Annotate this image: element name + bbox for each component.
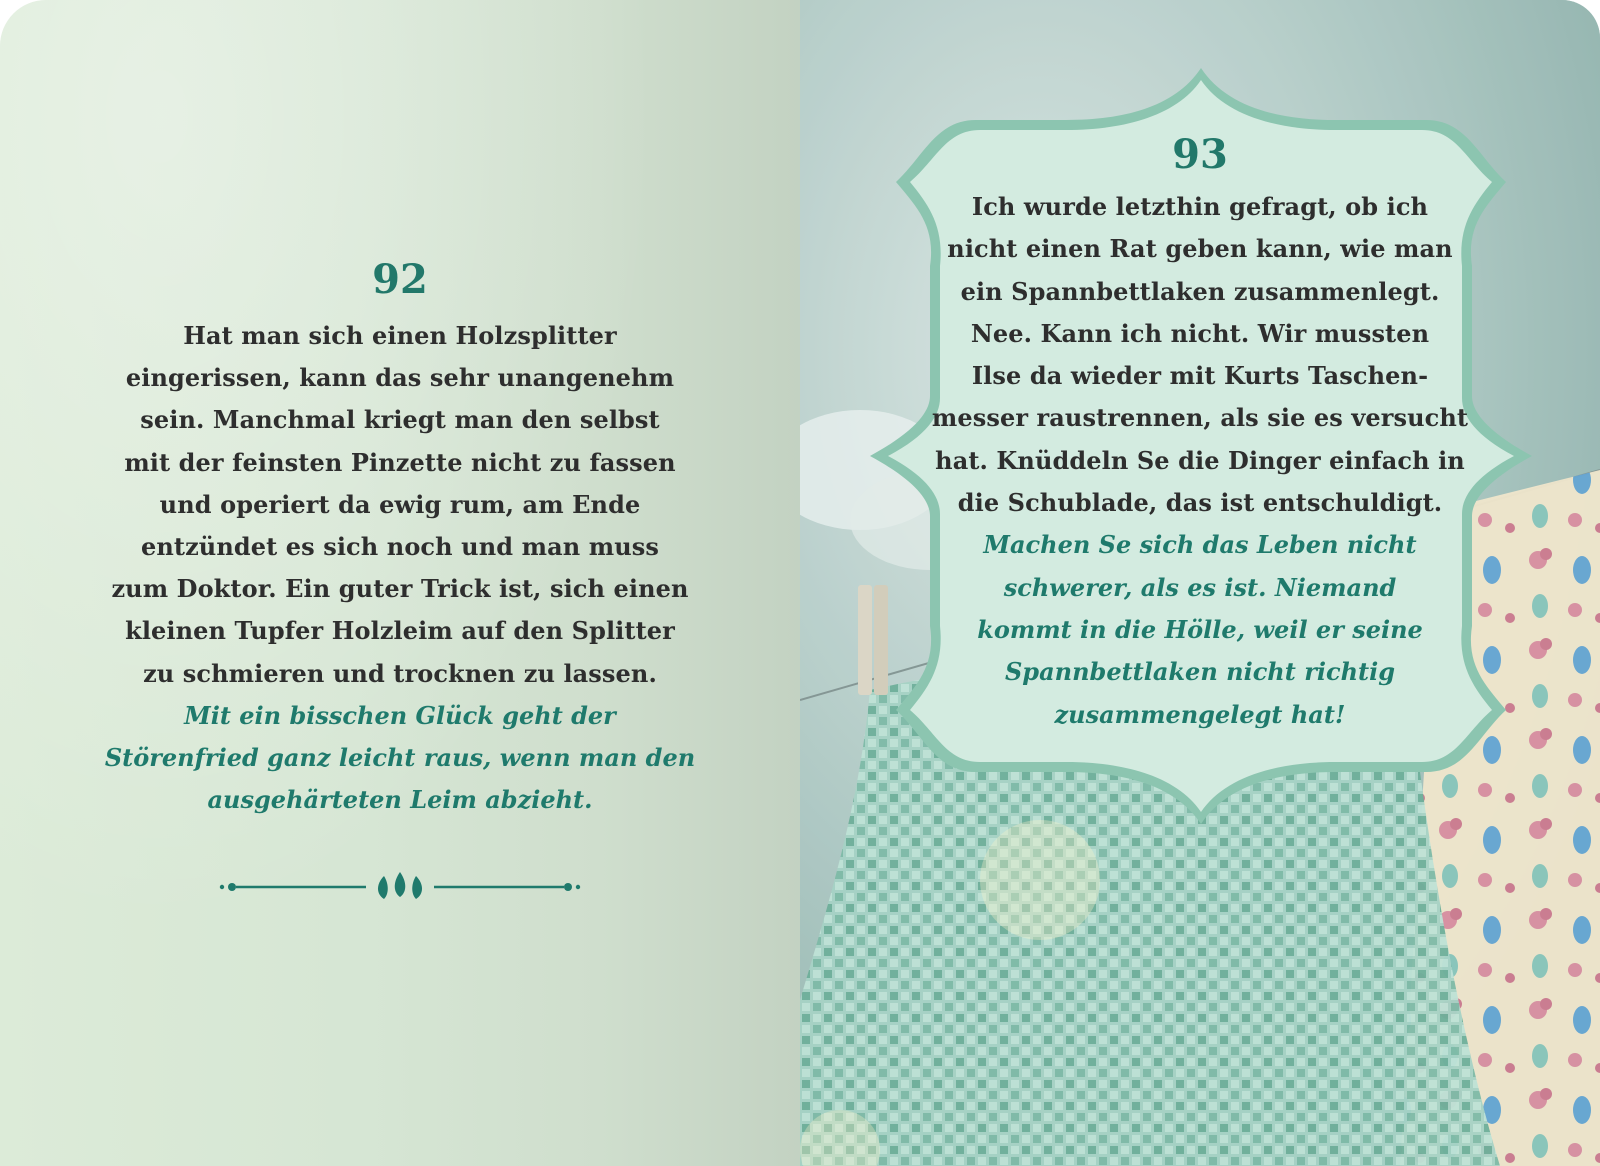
left-body-line: kleinen Tupfer Holzleim auf den Splitter [125,616,675,646]
left-accent-line: Störenfried ganz leicht raus, wenn man den [104,743,696,773]
left-page-content [60,255,740,821]
right-accent-line: schwerer, als es ist. Niemand [1003,572,1397,602]
left-body-line: Hat man sich einen Holzsplitter [183,321,617,350]
right-body-line: die Schublade, das ist entschuldigt. [957,488,1443,518]
right-body-line: nicht einen Rat geben kann, wie man [947,234,1453,264]
right-body-line: Nee. Kann ich nicht. Wir mussten [970,318,1430,348]
left-body-line: eingerissen, kann das sehr unangenehm [125,363,675,393]
left-body-line: und operiert da ewig rum, am Ende [159,489,641,519]
left-body-line: zum Doktor. Ein guter Trick ist, sich einen [111,574,689,604]
left-body-line: sein. Manchmal kriegt man den selbst [140,405,660,435]
right-body-line: hat. Knüddeln Se die Dinger einfach in [935,445,1465,475]
right-body-line: Ilse da wieder mit Kurts Taschen- [971,361,1429,391]
left-body-line: entzündet es sich noch und man muss [140,532,660,562]
right-accent-line: kommt in die Hölle, weil er seine [977,614,1423,644]
flourish-divider-icon [218,870,582,904]
left-body-text [60,315,740,695]
right-body-line: messer raustrennen, als sie es versucht [931,403,1469,433]
right-page [800,0,1600,1166]
right-accent-line: Spannbettlaken nicht richtig [1004,657,1396,687]
left-accent-line: Mit ein bisschen Glück geht der [184,700,616,730]
right-accent-text [800,524,1600,735]
left-accent-line: ausgehärteten Leim abzieht. [207,785,593,815]
right-body-line: Ich wurde letzthin gefragt, ob ich [971,192,1429,221]
right-accent-line: zusammengelegt hat! [1054,699,1346,729]
page-number-left: 92 [372,256,428,303]
left-body-line: mit der feinsten Pinzette nicht zu fassen [124,447,676,477]
right-body-text [800,186,1600,524]
left-accent-text [60,695,740,822]
right-body-line: ein Spannbettlaken zusammenlegt. [960,276,1440,306]
left-body-line: zu schmieren und trocknen zu lassen. [143,658,657,688]
page-number-right: 93 [1172,131,1228,178]
right-accent-line: Machen Se sich das Leben nicht [983,530,1417,560]
right-page-content [800,130,1600,736]
